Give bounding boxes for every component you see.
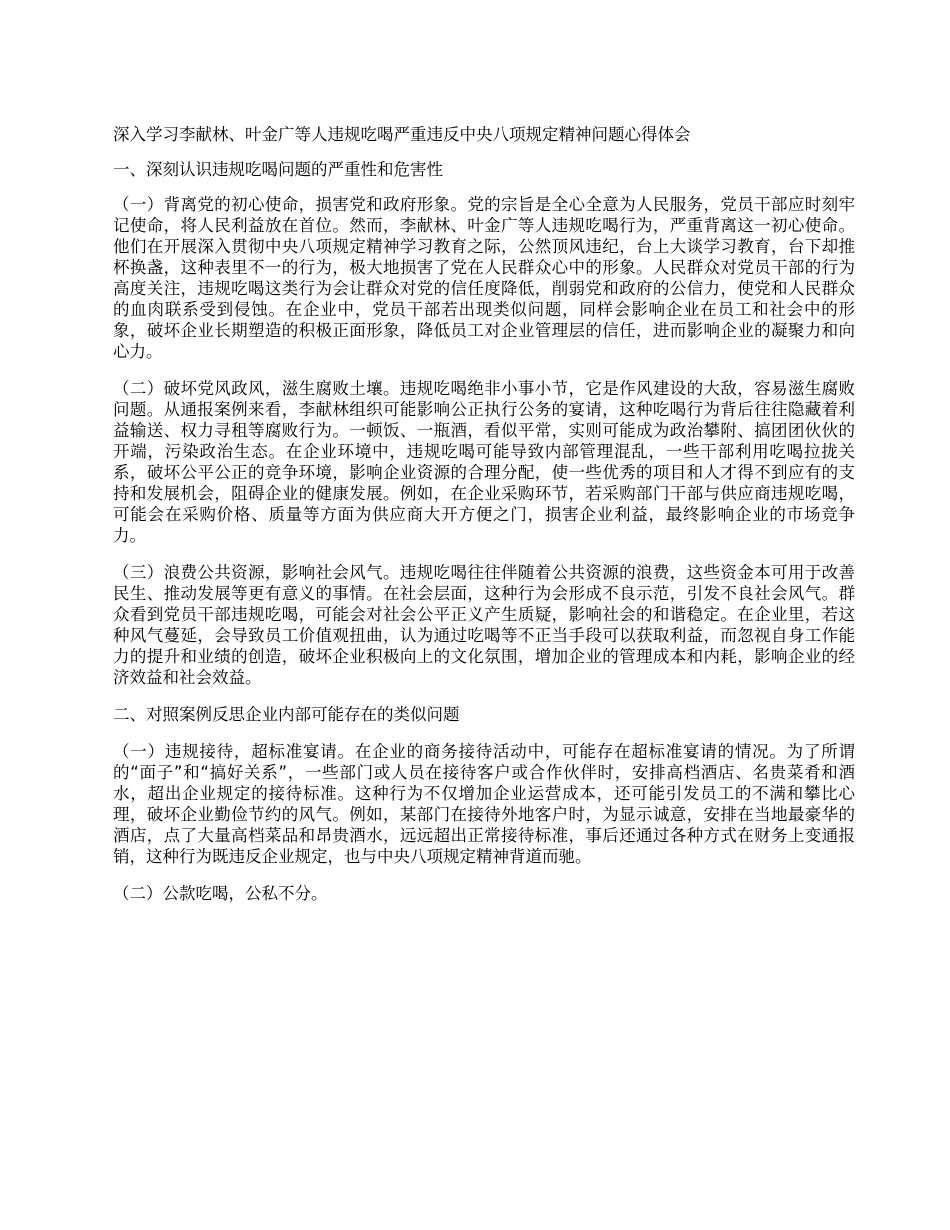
paragraph-1-2: （二）破坏党风政风，滋生腐败土壤。违规吃喝绝非小事小节，它是作风建设的大敌，容易滋生腐败问题。从通报案例来看，李献林组织可能影响公正执行公务的宴请，这种吃喝行为背后往往隐藏着利益输送、权力寻租等腐败行为。一顿饭、一瓶酒，看似平常，实则可能成为政治攀附、搞团团伙伙的开端，污染政治生态。在企业环境中，违规吃喝可能导致内部管理混乱，一些干部利用吃喝拉拢关系，破坏公平公正的竞争环境，影响企业资源的合理分配，使一些优秀的项目和人才得不到应有的支持和发展机会，阻碍企业的健康发展。例如，在企业采购环节，若采购部门干部与供应商违规吃喝，可能会在采购价格、质量等方面为供应商大开方便之门，损害企业利益，最终影响企业的市场竞争力。 [113, 379, 855, 545]
paragraph-1-3: （三）浪费公共资源，影响社会风气。违规吃喝往往伴随着公共资源的浪费，这些资金本可用于改善民生、推动发展等更有意义的事情。在社会层面，这种行为会形成不良示范，引发不良社会风气。群众看到党员干部违规吃喝，可能会对社会公平正义产生质疑，影响社会的和谐稳定。在企业里，若这种风气蔓延，会导致员工价值观扭曲，认为通过吃喝等不正当手段可以获取利益，而忽视自身工作能力的提升和业绩的创造，破坏企业积极向上的文化氛围，增加企业的管理成本和内耗，影响企业的经济效益和社会效益。 [113, 563, 855, 687]
paragraph-1-1: （一）背离党的初心使命，损害党和政府形象。党的宗旨是全心全意为人民服务，党员干部应时刻牢记使命，将人民利益放在首位。然而，李献林、叶金广等人违规吃喝行为，严重背离这一初心使命。他们在开展深入贯彻中央八项规定精神学习教育之际，公然顶风违纪，台上大谈学习教育，台下却推杯换盏，这种表里不一的行为，极大地损害了党在人民群众心中的形象。人民群众对党员干部的行为高度关注，违规吃喝这类行为会让群众对党的信任度降低，削弱党和政府的公信力，使党和人民群众的血肉联系受到侵蚀。在企业中，党员干部若出现类似问题，同样会影响企业在员工和社会中的形象，破坏企业长期塑造的积极正面形象，降低员工对企业管理层的信任，进而影响企业的凝聚力和向心力。 [113, 195, 855, 361]
document-title: 深入学习李献林、叶金广等人违规吃喝严重违反中央八项规定精神问题心得体会 [113, 125, 691, 144]
section-heading-2: 二、对照案例反思企业内部可能存在的类似问题 [113, 705, 460, 724]
paragraph-2-1: （一）违规接待，超标准宴请。在企业的商务接待活动中，可能存在超标准宴请的情况。为了所谓的“面子”和“搞好关系”，一些部门或人员在接待客户或合作伙伴时，安排高档酒店、名贵菜肴和酒水，超出企业规定的接待标准。这种行为不仅增加企业运营成本，还可能引发员工的不满和攀比心理，破坏企业勤俭节约的风气。例如，某部门在接待外地客户时，为显示诚意，安排在当地最豪华的酒店，点了大量高档菜品和昂贵酒水，远远超出正常接待标准，事后还通过各种方式在财务上变通报销，这种行为既违反企业规定，也与中央八项规定精神背道而驰。 [113, 742, 855, 866]
document-page [113, 124, 855, 904]
section-heading-1: 一、深刻认识违规吃喝问题的严重性和危害性 [113, 160, 443, 179]
paragraph-2-2: （二）公款吃喝，公私不分。 [113, 884, 328, 903]
